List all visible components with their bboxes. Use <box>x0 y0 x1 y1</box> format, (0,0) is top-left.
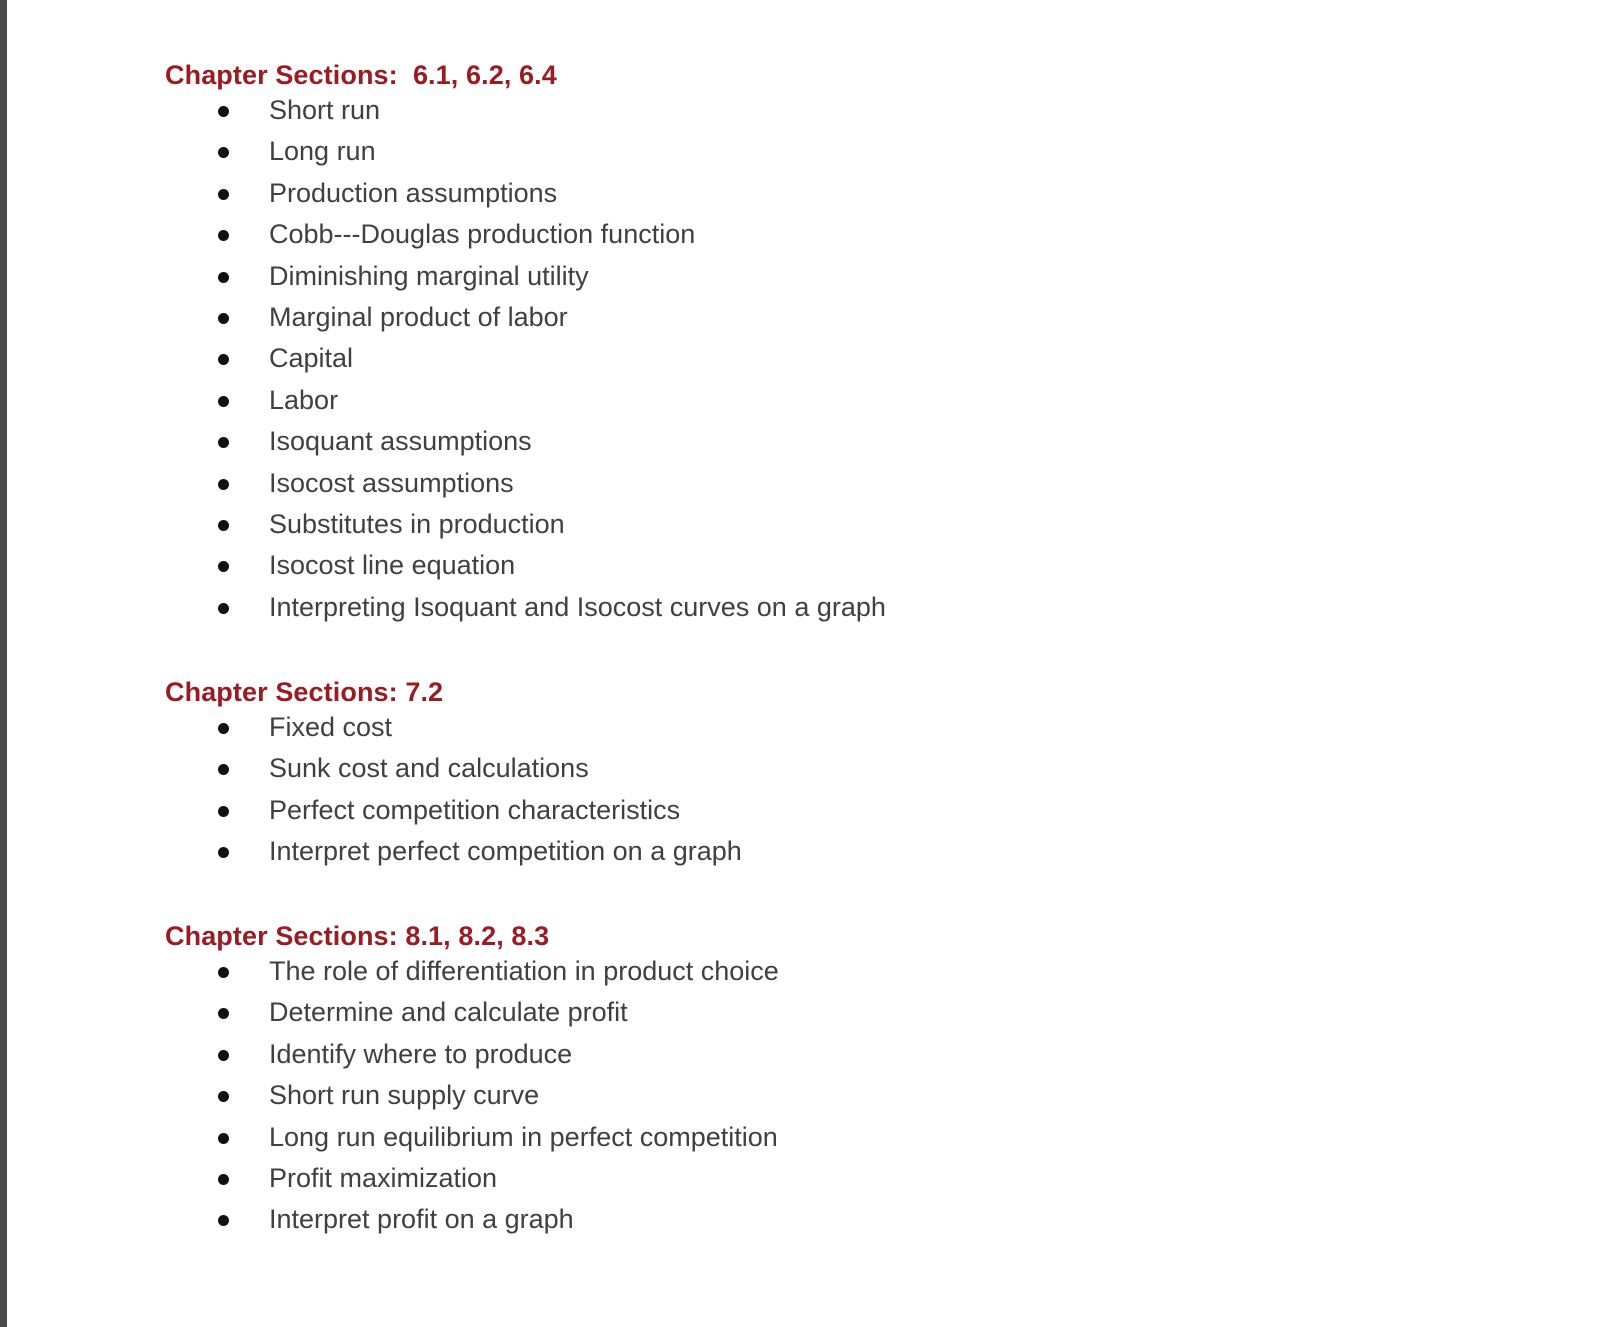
topic-list <box>165 707 742 873</box>
list-item <box>165 297 886 338</box>
bullet-icon <box>218 806 229 817</box>
list-item-text: Sunk cost and calculations <box>269 753 589 784</box>
list-item <box>165 256 886 297</box>
list-item <box>165 1117 779 1158</box>
bullet-icon <box>218 1215 229 1226</box>
list-item <box>165 463 886 504</box>
bullet-icon <box>218 354 229 365</box>
bullet-icon <box>218 1008 229 1019</box>
list-item <box>165 173 886 214</box>
list-item <box>165 951 779 992</box>
list-item-text: Long run equilibrium in perfect competition <box>269 1121 778 1152</box>
list-item <box>165 504 886 545</box>
bullet-icon <box>218 313 229 324</box>
list-item <box>165 380 886 421</box>
bullet-icon <box>218 764 229 775</box>
list-item-text: Substitutes in production <box>269 508 565 539</box>
list-item-text: Isoquant assumptions <box>269 426 532 457</box>
bullet-icon <box>218 1133 229 1144</box>
list-item <box>165 545 886 586</box>
topic-list <box>165 90 886 628</box>
list-item-text: Production assumptions <box>269 177 558 208</box>
section-heading: Chapter Sections: 7.2 <box>165 677 444 707</box>
list-item <box>165 707 742 748</box>
list-item-text: Perfect competition characteristics <box>269 794 681 825</box>
list-item <box>165 1075 779 1116</box>
list-item-text: Determine and calculate profit <box>269 997 628 1028</box>
list-item-text: Isocost assumptions <box>269 467 514 498</box>
list-item-text: Diminishing marginal utility <box>269 260 589 291</box>
list-item-text: Short run supply curve <box>269 1080 540 1111</box>
bullet-icon <box>218 230 229 241</box>
bullet-icon <box>218 603 229 614</box>
bullet-icon <box>218 520 229 531</box>
list-item-text: Long run <box>269 136 376 167</box>
list-item <box>165 421 886 462</box>
list-item-text: Interpret profit on a graph <box>269 1204 574 1235</box>
bullet-icon <box>218 561 229 572</box>
chapter-section-7 <box>165 677 742 873</box>
list-item <box>165 992 779 1033</box>
bullet-icon <box>218 1050 229 1061</box>
list-item <box>165 338 886 379</box>
list-item <box>165 790 742 831</box>
bullet-icon <box>218 189 229 200</box>
list-item-text: Short run <box>269 95 381 125</box>
list-item-text: The role of differentiation in product choice <box>269 956 779 986</box>
topic-list <box>165 951 779 1241</box>
list-item <box>165 587 886 628</box>
list-item <box>165 214 886 255</box>
section-heading: Chapter Sections: 6.1, 6.2, 6.4 <box>165 60 557 90</box>
list-item <box>165 1199 779 1240</box>
bullet-icon <box>218 106 229 117</box>
list-item <box>165 748 742 789</box>
list-item-text: Interpreting Isoquant and Isocost curves on a graph <box>269 591 886 622</box>
list-item <box>165 90 886 131</box>
list-item-text: Profit maximization <box>269 1162 498 1193</box>
list-item <box>165 1158 779 1199</box>
bullet-icon <box>218 272 229 283</box>
list-item-text: Labor <box>269 384 339 415</box>
list-item <box>165 131 886 172</box>
section-heading: Chapter Sections: 8.1, 8.2, 8.3 <box>165 921 550 951</box>
list-item-text: Capital <box>269 343 354 374</box>
list-item-text: Marginal product of labor <box>269 301 568 332</box>
bullet-icon <box>218 479 229 490</box>
bullet-icon <box>218 1174 229 1185</box>
list-item-text: Identify where to produce <box>269 1038 573 1069</box>
list-item-text: Isocost line equation <box>269 550 516 581</box>
bullet-icon <box>218 1091 229 1102</box>
bullet-icon <box>218 967 229 978</box>
bullet-icon <box>218 847 229 858</box>
list-item-text: Fixed cost <box>269 712 393 742</box>
bullet-icon <box>218 723 229 734</box>
bullet-icon <box>218 437 229 448</box>
bullet-icon <box>218 396 229 407</box>
list-item <box>165 831 742 872</box>
bullet-icon <box>218 147 229 158</box>
list-item-text: Interpret perfect competition on a graph <box>269 836 742 867</box>
list-item <box>165 1034 779 1075</box>
chapter-section-8 <box>165 921 779 1241</box>
list-item-text: Cobb---Douglas production function <box>269 219 696 250</box>
chapter-section-6 <box>165 60 886 628</box>
